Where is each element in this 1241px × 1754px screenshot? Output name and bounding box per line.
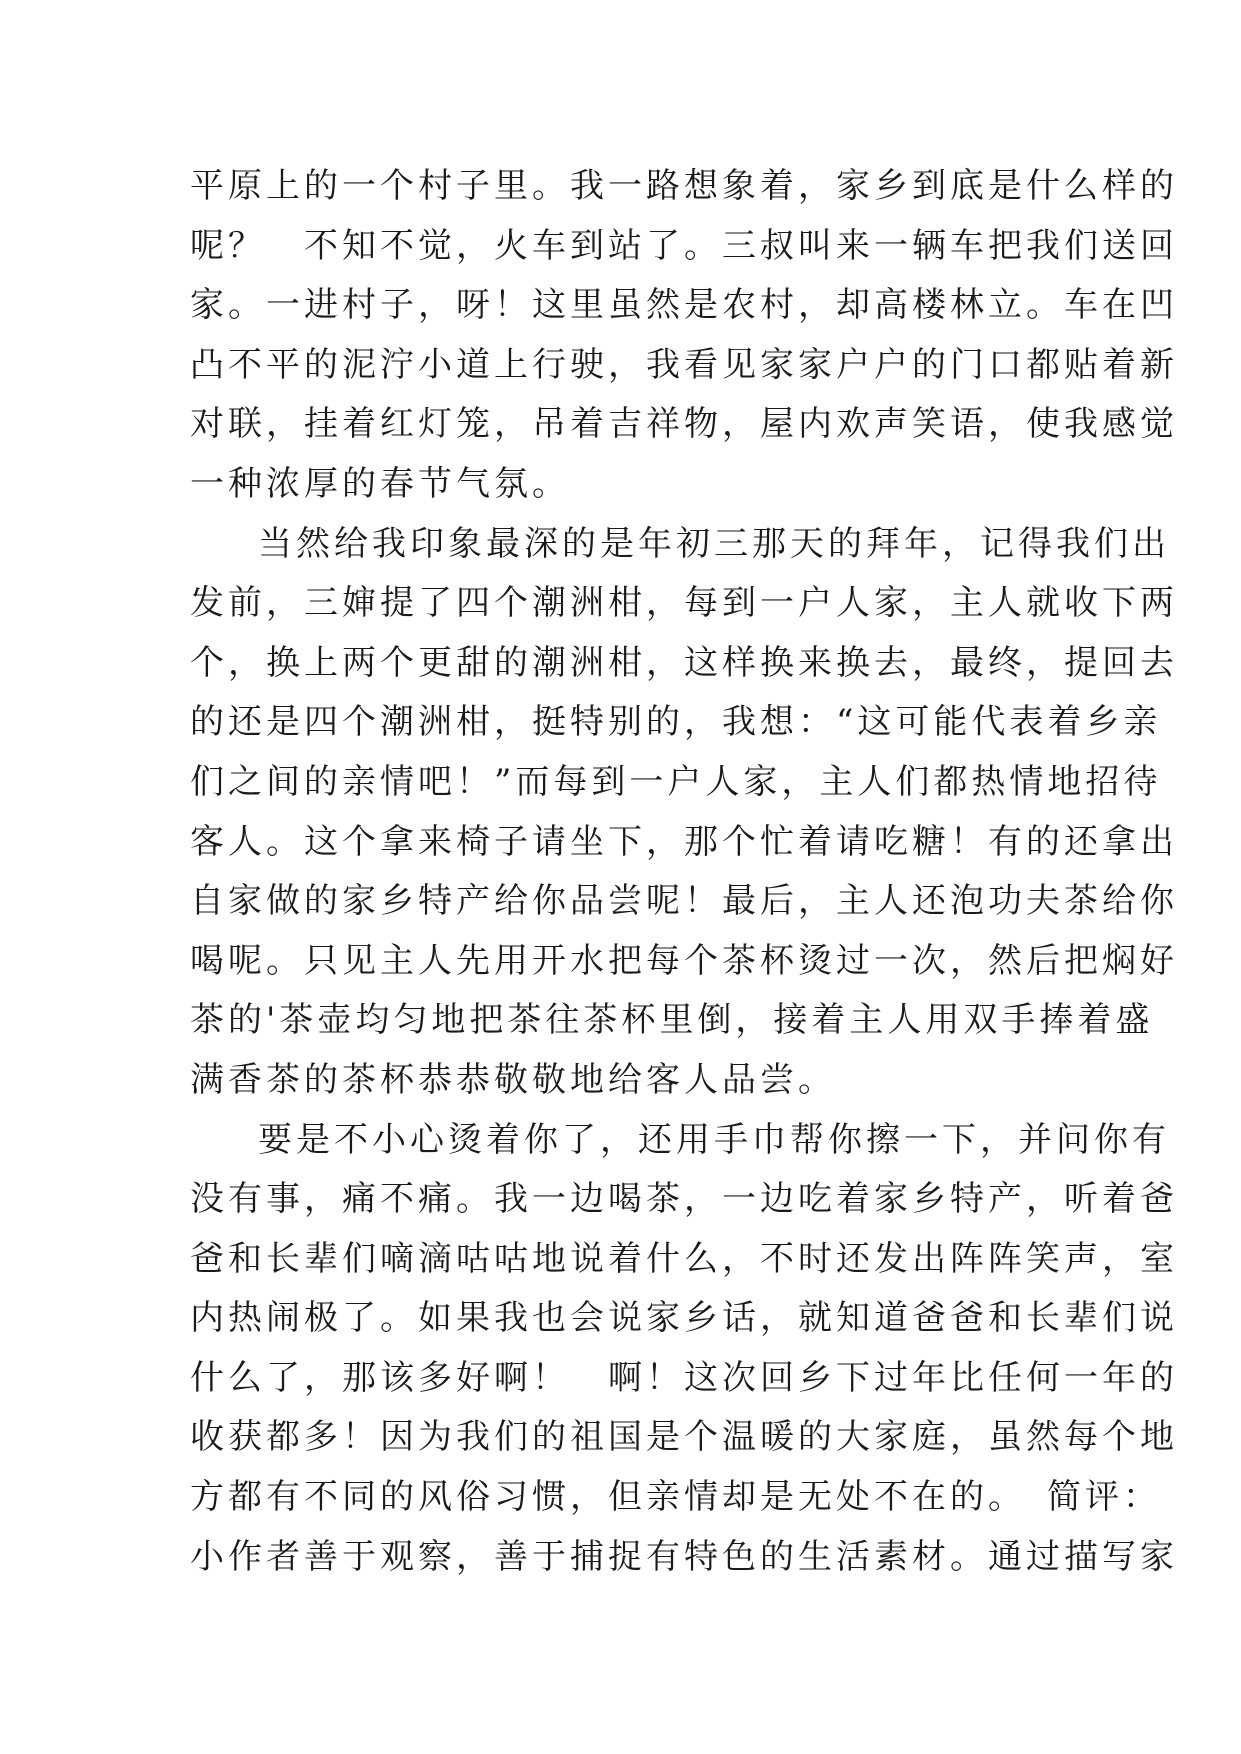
text-line: 茶的'茶壶均匀地把茶往茶杯里倒，接着主人用双手捧着盛	[190, 1000, 1154, 1041]
text-line: 内热闹极了。如果我也会说家乡话，就知道爸爸和长辈们说	[190, 1298, 1178, 1339]
text-line: 方都有不同的风俗习惯，但亲情却是无处不在的。 简评：	[190, 1477, 1161, 1518]
text-line: 小作者善于观察，善于捕捉有特色的生活素材。通过描写家	[190, 1536, 1178, 1577]
text-line: 们之间的亲情吧！”而每到一户人家，主人们都热情地招待	[190, 761, 1162, 802]
text-line: 家。一进村子，呀！这里虽然是农村，却高楼林立。车在凹	[190, 285, 1178, 326]
text-line: 对联，挂着红灯笼，吊着吉祥物，屋内欢声笑语，使我感觉	[190, 404, 1178, 445]
text-line: 自家做的家乡特产给你品尝呢！最后，主人还泡功夫茶给你	[190, 881, 1178, 922]
text-line: 收获都多！因为我们的祖国是个温暖的大家庭，虽然每个地	[190, 1417, 1178, 1458]
text-line: 喝呢。只见主人先用开水把每个茶杯烫过一次，然后把焖好	[190, 940, 1178, 981]
text-line: 个，换上两个更甜的潮洲柑，这样换来换去，最终，提回去	[190, 642, 1178, 683]
text-line: 平原上的一个村子里。我一路想象着，家乡到底是什么样的	[190, 166, 1178, 206]
text-line: 什么了，那该多好啊！ 啊！这次回乡下过年比任何一年的	[190, 1357, 1178, 1398]
text-line: 没有事，痛不痛。我一边喝茶，一边吃着家乡特产，听着爸	[190, 1179, 1178, 1220]
text-line: 凸不平的泥泞小道上行驶，我看见家家户户的门口都贴着新	[190, 344, 1178, 385]
text-line: 的还是四个潮洲柑，挺特别的，我想：“这可能代表着乡亲	[190, 702, 1162, 743]
text-line: 满香茶的茶杯恭恭敬敬地给客人品尝。	[190, 1059, 836, 1100]
text-line: 要是不小心烫着你了，还用手巾帮你擦一下，并问你有	[258, 1119, 1170, 1160]
text-line: 客人。这个拿来椅子请坐下，那个忙着请吃糖！有的还拿出	[190, 821, 1178, 862]
text-line: 呢？ 不知不觉，火车到站了。三叔叫来一辆车把我们送回	[190, 225, 1178, 266]
text-line: 发前，三婶提了四个潮洲柑，每到一户人家，主人就收下两	[190, 583, 1178, 624]
body-text	[190, 157, 1178, 1587]
text-line: 爸和长辈们嘀滴咕咕地说着什么，不时还发出阵阵笑声，室	[190, 1238, 1178, 1279]
text-line: 一种浓厚的春节气氛。	[190, 463, 570, 504]
text-line: 当然给我印象最深的是年初三那天的拜年，记得我们出	[258, 523, 1170, 564]
